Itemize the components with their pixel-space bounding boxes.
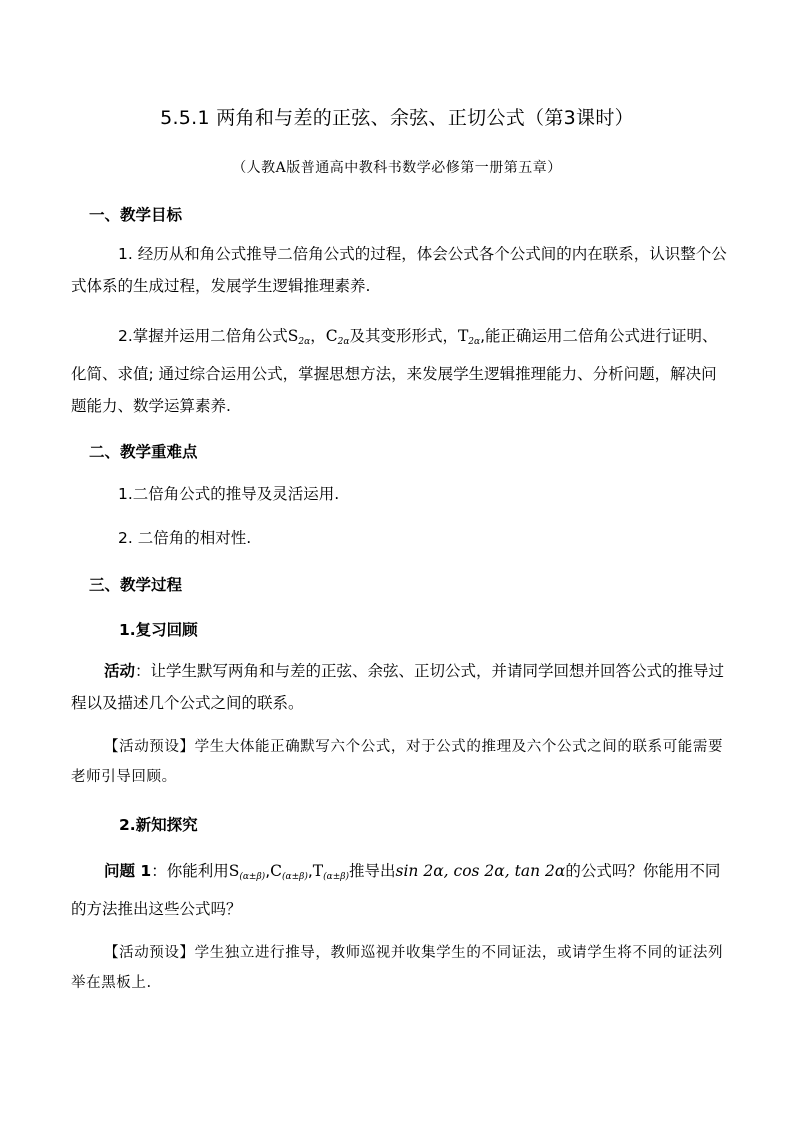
objective-2-text-c: ,能正确运用二倍角公式进行证明、化简、求值; 通过综合运用公式，掌握思想方法，来发展学生逻辑推理能力、分析问题，解决问题能力、数学运算素养. (71, 327, 718, 415)
formula-s-sum: $S_{(\alpha\pm\beta)}$ (228, 862, 266, 882)
formula-double-angle: sin 2α, cos 2α, tan 2α (395, 862, 566, 880)
section-heading-process: 三、教学过程 (89, 576, 183, 594)
activity-text: ：让学生默写两角和与差的正弦、余弦、正切公式，并请同学回想并回答公式的推导过程以及描述几个公式之间的联系。 (71, 662, 725, 712)
objective-2-text-b: 及其变形形式， (349, 327, 458, 345)
key-point-2 (71, 522, 731, 554)
section-heading-objectives: 一、教学目标 (89, 206, 183, 224)
formula-s2a: $S_{2\alpha}$ (287, 327, 311, 347)
key-point-1-text: 1.二倍角公式的推导及灵活运用. (118, 485, 340, 503)
activity-preset-1 (71, 732, 731, 792)
question-1: 问题 1：你能利用$S_{(\alpha\pm\beta)},C_{(\alpha\pm\beta)},T_{(\alpha\pm\beta)}$推导出sin 2α, cos 2α, tan 2α的公式吗？你能用不同的方法推出这些公式吗？ (71, 862, 721, 918)
formula-c-sum: $C_{(\alpha\pm\beta)}$ (270, 862, 308, 882)
page-title: 5.5.1 两角和与差的正弦、余弦、正切公式（第3课时） (160, 107, 634, 129)
key-point-2-text: 2. 二倍角的相对性. (118, 529, 252, 547)
objective-2-text-a: 2.掌握并运用二倍角公式 (118, 327, 288, 345)
subheading-new-knowledge: 2.新知探究 (119, 816, 198, 834)
formula-c2a: $C_{2\alpha}$ (325, 327, 350, 347)
question-1-text-b: 推导出 (349, 862, 396, 880)
formula-t2a: $T_{2\alpha}$ (457, 327, 481, 347)
section-heading-key-points: 二、教学重难点 (89, 443, 198, 461)
objective-2-sep: ， (310, 327, 326, 345)
activity-label: 活动 (104, 662, 136, 680)
formula-t-sum: $T_{(\alpha\pm\beta)}$ (312, 862, 349, 882)
objective-2 (71, 320, 731, 422)
activity-preset-2 (71, 938, 731, 998)
question-1-text-a: ：你能利用 (151, 862, 229, 880)
activity-preset-1-text: 【活动预设】学生大体能正确默写六个公式，对于公式的推理及六个公式之间的联系可能需要老师引导回顾。 (71, 739, 724, 785)
question-1-text-c: 的公式吗？你能用不同的方法推出这些公式吗？ (71, 862, 721, 918)
activity-preset-2-text: 【活动预设】学生独立进行推导，教师巡视并收集学生的不同证法，或请学生将不同的证法列举在黑板上. (71, 945, 724, 991)
question-1-label: 问题 1 (104, 862, 152, 880)
key-point-1 (71, 478, 731, 510)
objective-1-text: 1. 经历从和角公式推导二倍角公式的过程，体会公式各个公式间的内在联系，认识整个公式体系的生成过程，发展学生逻辑推理素养. (71, 245, 727, 295)
objective-1 (71, 238, 731, 302)
activity-paragraph (71, 655, 731, 719)
subheading-review: 1.复习回顾 (119, 621, 198, 639)
page-subtitle: （人教A版普通高中教科书数学必修第一册第五章） (232, 160, 562, 176)
